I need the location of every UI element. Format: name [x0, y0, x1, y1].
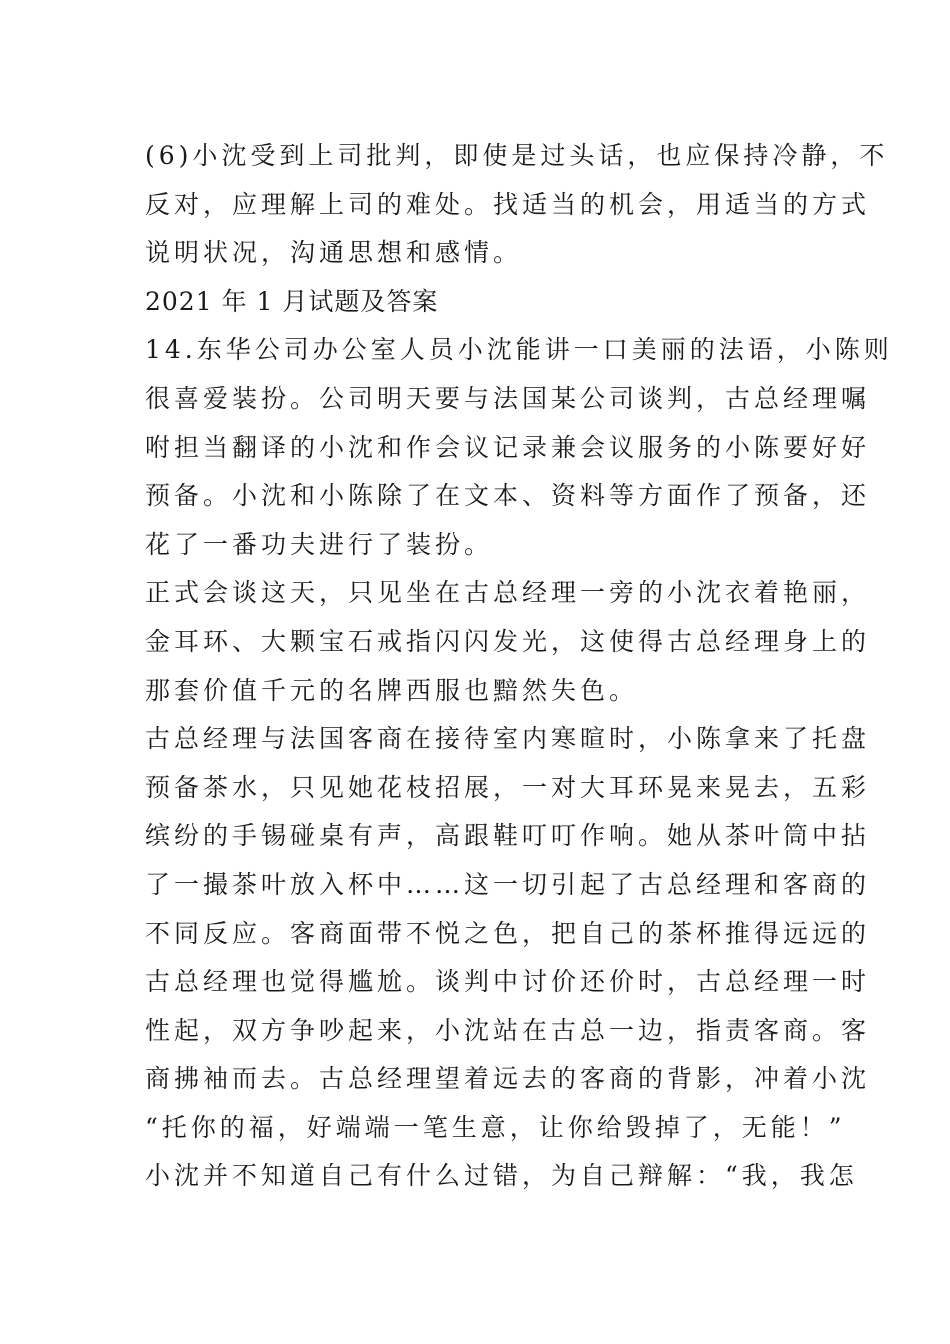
text-line: 古总经理与法国客商在接待室内寒暄时，小陈拿来了托盘: [145, 724, 871, 754]
section-heading: 2021 年 1 月试题及答案: [145, 286, 439, 316]
text-line: 了一撮茶叶放入杯中……这一切引起了古总经理和客商的: [145, 869, 871, 899]
text-line: 古总经理也觉得尴尬。谈判中讨价还价时，古总经理一时: [145, 967, 871, 997]
text-line: 性起，双方争吵起来，小沈站在古总一边，指责客商。客: [145, 1015, 871, 1045]
text-line: 不同反应。客商面带不悦之色，把自己的茶杯推得远远的: [145, 918, 871, 948]
text-line: (6)小沈受到上司批判，即使是过头话，也应保持冷静，不: [145, 141, 889, 170]
text-line: 很喜爱装扮。公司明天要与法国某公司谈判，古总经理嘱: [145, 383, 871, 413]
text-line: 正式会谈这天，只见坐在古总经理一旁的小沈衣着艳丽，: [145, 578, 871, 608]
text-line: 小沈并不知道自己有什么过错，为自己辩解：“我，我怎: [145, 1161, 858, 1191]
text-line: 金耳环、大颗宝石戒指闪闪发光，这使得古总经理身上的: [145, 626, 871, 656]
paragraph-reception: [145, 715, 871, 1152]
text-line: 预备茶水，只见她花枝招展，一对大耳环晃来晃去，五彩: [145, 772, 871, 802]
text-line: 那套价值千元的名牌西服也黯然失色。: [145, 675, 639, 705]
text-line: 预备。小沈和小陈除了在文本、资料等方面作了预备，还: [145, 481, 871, 511]
text-line: 14.东华公司办公室人员小沈能讲一口美丽的法语，小陈则: [145, 335, 893, 365]
paragraph-6: [145, 132, 889, 278]
paragraph-meeting: [145, 569, 871, 715]
text-line: “托你的福，好端端一笔生意，让你给毁掉了，无能！”: [145, 1112, 846, 1142]
text-line: 商拂袖而去。古总经理望着远去的客商的背影，冲着小沈: [145, 1064, 871, 1094]
document-body: [145, 132, 893, 1201]
text-line: 反对，应理解上司的难处。找适当的机会，用适当的方式: [145, 189, 871, 219]
text-line: 花了一番功夫进行了装扮。: [145, 529, 494, 559]
text-line: 咐担当翻译的小沈和作会议记录兼会议服务的小陈要好好: [145, 432, 871, 462]
paragraph-14: [145, 326, 893, 569]
text-line: 缤纷的手锡碰桌有声，高跟鞋叮叮作响。她从茶叶筒中拈: [145, 821, 871, 851]
text-line: 说明状况，沟通思想和感情。: [145, 238, 523, 268]
paragraph-last: [145, 1152, 858, 1201]
